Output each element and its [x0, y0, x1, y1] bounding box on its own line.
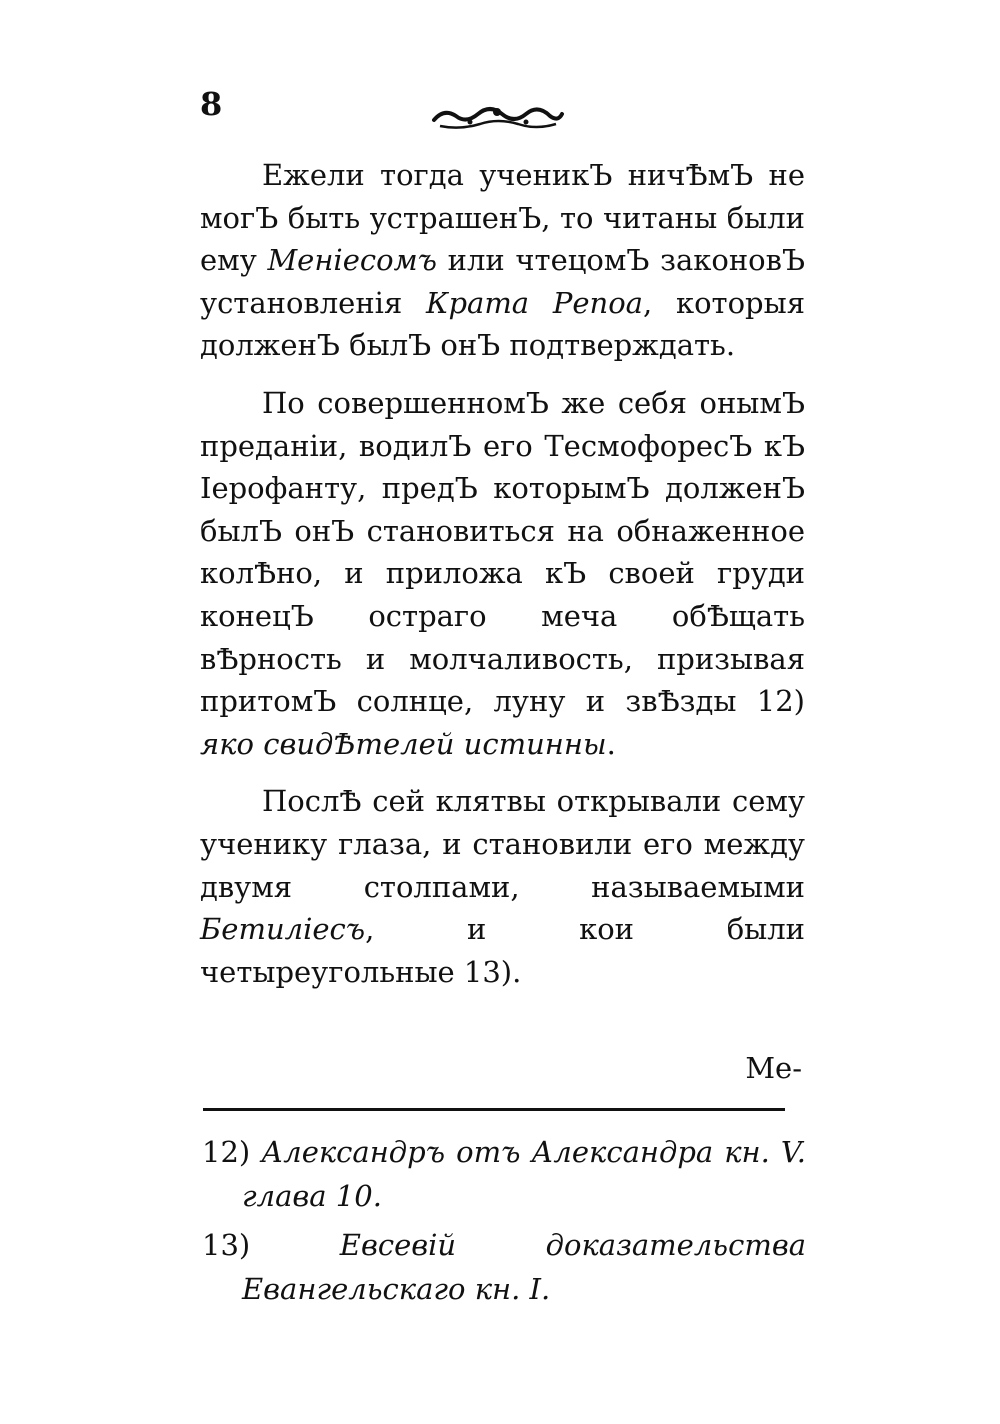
paragraph-1-text-b: или чтецомЪ законовЪ установленiя [200, 243, 805, 320]
paragraph-2-text-b: . [606, 726, 616, 761]
footnotes [202, 1130, 806, 1316]
paragraph-3-text-a: ПослѢ сей клятвы открывали сему ученику глаза, и становили его между двумя столпами, называемыми [200, 784, 805, 904]
footnote-13 [202, 1223, 806, 1311]
paragraph-2-italic-a: яко свидѢтелей истинны [200, 726, 607, 761]
footnote-12 [202, 1130, 806, 1218]
paragraph-3 [200, 780, 805, 993]
paragraph-3-text-b: , и кои были четыреугольные 13). [200, 912, 805, 989]
paragraph-1-text-a: Ежели тогда ученикЪ ничѢмЪ не могЪ быть устрашенЪ, то читаны были ему [200, 158, 805, 278]
paragraph-1-text-c: , которыя долженЪ былЪ онЪ подтверждать. [200, 285, 806, 363]
footnote-number: 13) [202, 1228, 251, 1262]
page-number: 8 [200, 85, 223, 123]
footnote-divider [203, 1108, 785, 1111]
paragraph-2-text-a: По совершенномЪ же себя онымЪ преданiи, водилЪ его ТесмофоресЪ кЪ Iерофанту, предЪ которымЪ долженЪ былЪ онЪ становиться на обнаженное колѢно, и приложа кЪ своей груди конецЪ остраго меча обѢщать вѢрность и молчаливость, призывая притомЪ солнце, луну и звѢзды 12) [200, 385, 805, 719]
main-text [200, 154, 805, 993]
paragraph-1 [200, 154, 805, 367]
footnote-text: Александръ отъ Александра кн. V. глава 10. [242, 1135, 807, 1213]
ornament-vignette [430, 100, 565, 134]
catchword: Ме- [745, 1051, 802, 1085]
footnote-text: Евсевiй доказательства Евангельскаго кн. I. [242, 1228, 806, 1306]
paragraph-2 [200, 382, 805, 765]
paragraph-1-italic-b: Крата Репоа [426, 285, 643, 320]
footnote-number: 12) [202, 1135, 251, 1169]
paragraph-1-italic-a: Менiесомъ [267, 243, 437, 278]
paragraph-3-italic-a: Бетилiесъ [200, 912, 366, 947]
